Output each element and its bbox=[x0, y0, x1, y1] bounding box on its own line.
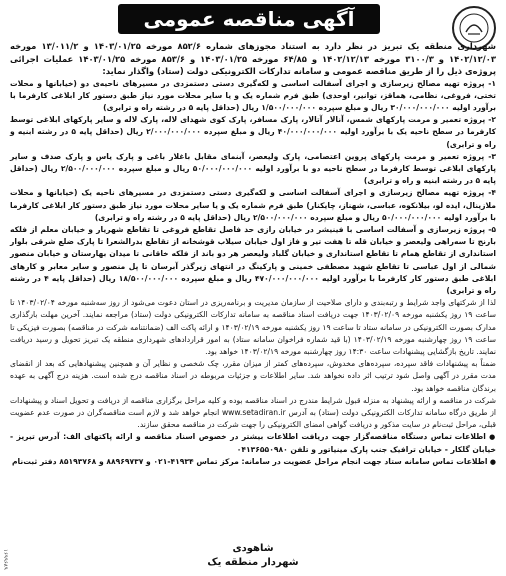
conditions-paragraph-2: ضمناً به پیشنهادات فاقد سپرده، سپرده‌های مخدوش، سپرده‌های کمتر از میزان مقرر، چک شخصی و نظایر آن و همچنین پیشنهادهایی که بعد از انقضای مدت مقرر در آگهی واصل شود ترتیب اثر داده نخواهد شد. سایر اطلاعات و جزئیات مربوطه در اسناد مناقصه درج شده است. هزینه درج آگهی به عهده برندگان مناقصه خواهد بود. bbox=[10, 359, 496, 393]
project-item-4: ۴- پروژه تهیه مصالح زیرسازی و اجرای آسفالت اساسی و لکه‌گیری دستی دستمزدی در مسیرهای ناحیه یک (خیابانها و محلات ملازینال، ایده لو، بیلانکوه، عباسی، شهناز، چایکنار) طبق فرم شماره یک و یا سایر محلات مورد نیاز طبق دستور کار ابلاغی کارفرما با برآورد اولیه ۵۰/۰۰۰/۰۰۰/۰۰۰ ریال و مبلغ سپرده ۲/۵۰۰/۰۰۰/۰۰۰ ریال (حداقل پایه ۵ در رشته راه و ترابری) bbox=[10, 188, 496, 222]
signature-title: شهردار منطقه یک bbox=[207, 557, 299, 568]
contact-info-setad: ● اطلاعات تماس سامانه ستاد جهت انجام مراحل عضویت در سامانه: مرکز تماس ۴۱۹۳۴-۰۲۱ و ۸۸۹۶۹۷۳۷ و ۸۵۱۹۳۷۶۸ دفتر ثبت‌نام bbox=[10, 456, 496, 468]
page-title: آگهی مناقصه عمومی bbox=[118, 4, 380, 34]
project-item-5: ۵- پروژه زیرسازی و آسفالت اساسی با فینیشر در خیابان رازی حد فاصل تقاطع فروغی تا تقاطع شهریار و خیابان معلم از فلکه بارنج تا سه‌راهی ولیعصر و خیابان قله تا هفت تیر و فاز اول خیابان سیلاب قوشخانه از تقاطع بدرالشعرا تا پارک ضلع شرقی بلوار استانداری از تقاطع همام تا تقاطع استانداری و خیابان گلباد ولیعصر هر دو باند از فلکه خاقانی تا میدان بهارستان و خیابان منصور شمالی از اول عباسی تا تقاطع شهید مصطفی خمینی و پارکینگ در انتهای زیرگذر آبرسان تا پل منصور و سایر معابر و کارهای ابلاغی طبق دستور کار کارفرما با برآورد اولیه ۴۷۰/۰۰۰/۰۰۰/۰۰۰ ریال و مبلغ سپرده ۱۸/۵۰۰/۰۰۰/۰۰۰ ریال (حداقل پایه ۴ در رشته راه و ترابری) bbox=[10, 224, 496, 295]
intro-paragraph: شهرداری منطقه یک تبریز در نظر دارد به استناد مجوزهای شماره ۸۵۲/۶ مورخه ۱۴۰۳/۰۱/۲۵ و ۱۳/۰۱۱/۲ مورخه ۱۴۰۲/۱۲/۰۳ و ۳۱۰۰/۳ مورخه ۱۴۰۲/۱۲/۱۳ و ۶۴/۸۵ مورخه ۱۴۰۳/۰۱/۲۵ و ۸۵۳/۶ مورخه ۱۴۰۳/۰۱/۲۵ عملیات اجرائی پروژه‌ی ذیل را از طریق مناقصه عمومی و سامانه تدارکات الکترونیکی دولت (ستاد) واگذار نماید: bbox=[10, 41, 496, 76]
project-item-1: ۱- پروژه تهیه مصالح زیرسازی و اجرای آسفالت اساسی و لکه‌گیری دستی دستمزدی در مسیرهای ناحیه‌ی دو (خیابانها و محلات تختی، فروغی، نظامی، هماقز، توانیر، اوحدی) طبق فرم شماره یک و یا سایر محلات مورد نیاز طبق دستور کار ابلاغی کارفرما با برآورد اولیه ۳۰/۰۰۰/۰۰۰/۰۰۰ ریال و مبلغ سپرده ۱/۵۰۰/۰۰۰/۰۰۰ ریال (حداقل پایه ۵ در رشته راه و ترابری) bbox=[10, 78, 496, 112]
ad-code: ۱۶۹۹۶۸۹ bbox=[2, 549, 8, 570]
signature-name: شاهودی bbox=[232, 543, 274, 554]
project-item-3: ۳- پروژه تعمیر و مرمت پارکهای پروین اعتصامی، پارک ولیعصر، آبنمای مقابل باغلار باغی و پارک یاس و پارک صدف و سایر پارکهای ابلاغی توسط کارفرما در سطح ناحیه دو با برآورد اولیه ۵۰/۰۰۰/۰۰۰/۰۰۰ ریال و مبلغ سپرده ۲/۵۰۰/۰۰۰/۰۰۰ ریال (حداقل پایه ۵ در رشته ابنیه و راه و ترابری) bbox=[10, 151, 496, 186]
conditions-paragraph-3: شرکت در مناقصه و ارائه پیشنهاد به منزله قبول شرایط مندرج در اسناد مناقصه بوده و کلیه مراحل برگزاری مناقصه از دریافت و تحویل اسناد و پیشنهادات از طریق درگاه سامانه تدارکات الکترونیکی دولت (ستاد) به آدرس www.setadiran.ir انجام خواهد شد و لازم است مناقصه‌گران در صورت عدم عضویت قبلی، مراحل ثبت‌نام در سایت مذکور و دریافت گواهی امضای الکترونیکی را جهت شرکت در مناقصه محقق سازند. bbox=[10, 395, 496, 430]
notice-body bbox=[10, 40, 496, 468]
signature-block bbox=[0, 542, 506, 570]
conditions-paragraph-1: لذا از شرکتهای واجد شرایط و رتبه‌بندی و دارای صلاحیت از سازمان مدیریت و برنامه‌ریزی در استان دعوت می‌شود از روز سه‌شنبه مورخه ۱۴۰۳/۰۲/۰۴ تا ساعت ۱۹ روز یکشنبه مورخه ۱۴۰۳/۰۲/۰۹ جهت دریافت اسناد مناقصه به سامانه تدارکات الکترونیکی دولت (ستاد) مراجعه نمایند. آخرین مهلت بارگذاری مدارک بصورت الکترونیکی در سامانه ستاد تا ساعت ۱۹ روز یکشنبه مورخه ۱۴۰۳/۰۲/۱۹ و ارائه پاکت الف (ضمانتنامه شرکت در مناقصه) بصورت فیزیکی تا ساعت ۱۹ روز چهارشنبه مورخه ۱۴۰۳/۰۲/۱۹ (با قید شماره فراخوان سامانه ستاد) به امور قراردادهای شهرداری منطقه یک تبریز تحویل و رسید دریافت نمایند. تاریخ بازگشایی پیشنهادات ساعت ۱۴:۳۰ روز چهارشنبه مورخه ۱۴۰۳/۰۲/۱۹ خواهد بود. bbox=[10, 298, 496, 356]
contact-info-tenderer: ● اطلاعات تماس دستگاه مناقصه‌گزار جهت دریافت اطلاعات بیشتر در خصوص اسناد مناقصه و ارائه پاکتهای الف: آدرس تبریز - خیابان گلکار - خیابان ترافیک جنب پارک مینیاتور و تلفن ۰۴۱۳۶۵۵۰۹۸۰ bbox=[10, 431, 496, 455]
project-item-2: ۲- پروژه تعمیر و مرمت پارکهای شمس، آنالار آتالار، پارک مسافر، پارک کوی شهدای لاله، پارک لاله و سایر پارکهای ابلاغی توسط کارفرما در سطح ناحیه یک با برآورد اولیه ۴۰/۰۰۰/۰۰۰/۰۰۰ ریال و مبلغ سپرده ۲/۰۰۰/۰۰۰/۰۰۰ ریال (حداقل پایه ۵ در رشته ابنیه و راه و ترابری) bbox=[10, 115, 496, 149]
